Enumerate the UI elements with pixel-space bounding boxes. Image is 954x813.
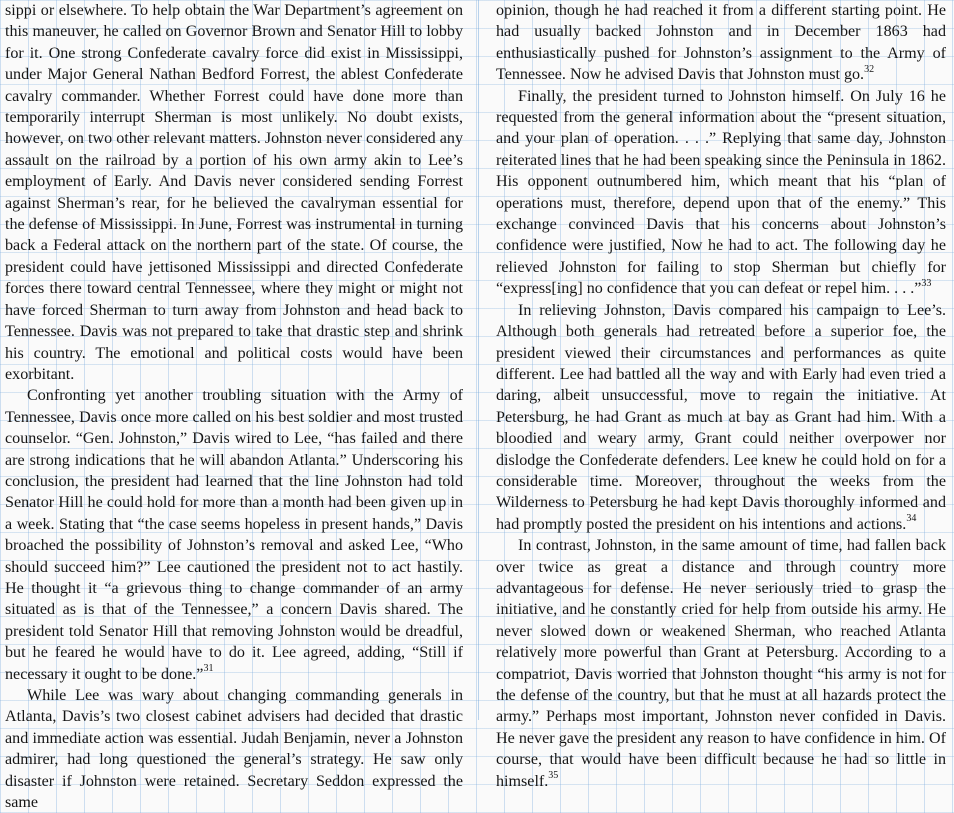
footnote-mark: 31 (203, 663, 214, 675)
paragraph-text: Finally, the president turned to Johnston himself. On July 16 he requested from the general information about the “present situation, and your plan of operation. . . .” Replying that same day, Johnston reiterated lines that he had been speaking since the Peninsula in 1862. His opponent outnumbered him, which meant that his “plan of operations must, therefore, depend upon that of the enemy.” This exchange convinced Davis that his concerns about Johnston’s confidence were justified, Now he had to act. The following day he relieved Johnston for failing to stop Sherman but chiefly for “express[ing] no confidence that you can defeat or repel him. . . .” (496, 87, 946, 298)
footnote-mark: 32 (864, 63, 875, 75)
paragraph-text: Confronting yet another troubling situation with the Army of Tennessee, Davis once more called on his best soldier and most trusted counselor. “Gen. Johnston,” Davis wired to Lee, “has failed and there are strong indications that he will abandon Atlanta.” Underscoring his conclusion, the president had learned that the line Johnston had told Senator Hill he could hold for more than a month had been given up in a week. Stating that “the case seems hopeless in present hands,” Davis broached the possibility of Johnston’s removal and asked Lee, “Who should succeed him?” Lee cautioned the president not to act hastily. He thought it “a grievous thing to change commander of an army situated as is that of the Tennessee,” a concern Davis shared. The president told Senator Hill that removing Johnston would be dreadful, but he feared he would have to do it. Lee agreed, adding, “Still if necessary it ought to be done.” (5, 387, 463, 683)
paragraph: sippi or elsewhere. To help obtain the War Department’s agreement on this maneuver, he called on Governor Brown and Senator Hill to lobby for it. One strong Confederate cavalry force did exist in Mississippi, under Major General Nathan Bedford Forrest, the ablest Confederate cavalry commander. Whether Forrest could have done more than temporarily interrupt Sherman is most unlikely. No doubt exists, however, on two other relevant matters. Johnston never considered any assault on the railroad by a portion of his own army akin to Lee’s employment of Early. And Davis never considered sending Forrest against Sherman’s rear, for he believed the cavalryman essential for the defense of Mississippi. In June, Forrest was instrumental in turning back a Federal attack on the northern part of the state. Of course, the president could have jettisoned Mississippi and directed Confederate forces there toward central Tennessee, where they might or might not have forced Sherman to turn away from Johnston and head back to Tennessee. Davis was not prepared to take that drastic step and shrink his country. The emotional and political costs would have been exorbitant. (5, 2, 463, 383)
paragraph-text: In contrast, Johnston, in the same amount of time, had fallen back over twice as great a distance and through country more advantageous for defense. He never seriously tried to grasp the initiative, and he constantly cried for help from outside his army. He never slowed down or weakened Sherman, who reached Atlanta relatively more powerful than Grant at Petersburg. According to a compatriot, Davis worried that Johnston thought “his army is not for the defense of the country, but that he must at all hazards protect the army.” Perhaps most important, Johnston never confided in Davis. He never gave the president any reason to have confidence in him. Of course, that would have been difficult because he had so little in himself. (496, 537, 946, 790)
paragraph-text: opinion, though he had reached it from a different starting point. He had usually backed Johnston and in December 1863 had enthusiastically pushed for Johnston’s assignment to the Army of Tennessee. Now he advised Davis that Johnston must go. (496, 2, 946, 84)
column-divider (478, 0, 479, 720)
paragraph (496, 0, 946, 86)
left-column (5, 0, 463, 812)
paragraph: While Lee was wary about changing commanding generals in Atlanta, Davis’s two closest cabinet advisers had decided that drastic and immediate action was essential. Judah Benjamin, never a Johnston admirer, had long questioned the general’s strategy. He saw only disaster if Johnston were retained. Secretary Seddon expressed the same (5, 687, 463, 812)
footnote-mark: 33 (921, 277, 932, 289)
right-column (496, 0, 946, 790)
paragraph (496, 86, 946, 300)
footnote-mark: 35 (548, 770, 559, 782)
footnote-mark: 34 (906, 513, 917, 525)
paragraph-text: In relieving Johnston, Davis compared his campaign to Lee’s. Although both generals had retreated before a superior foe, the president viewed their circumstances and performances as quite different. Lee had battled all the way and with Early had even tried a daring, albeit unsuccessful, move to regain the initiative. At Petersburg, he had Grant as much at bay as Grant had him. With a bloodied and weary army, Grant could neither overpower nor dislodge the Confederate defenders. Lee knew he could hold on for a considerable time. Moreover, throughout the weeks from the Wilderness to Petersburg he had kept Davis thoroughly informed and had promptly posted the president on his intentions and actions. (496, 301, 946, 533)
paragraph (496, 300, 946, 535)
paragraph (5, 385, 463, 685)
paragraph (496, 535, 946, 792)
